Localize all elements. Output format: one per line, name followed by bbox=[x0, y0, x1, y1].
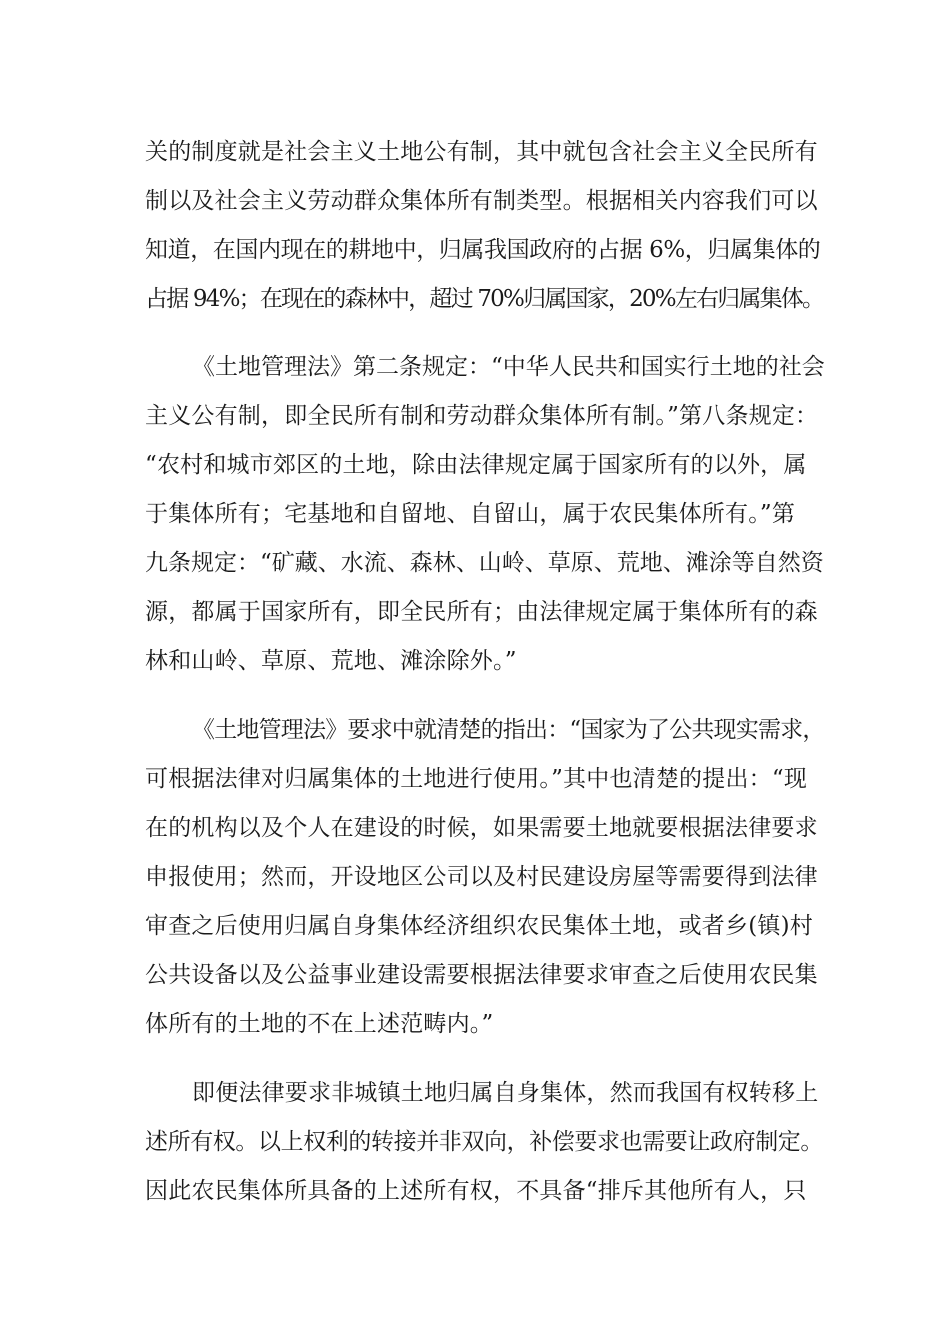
text-line: 林和山岭、草原、荒地、滩涂除外。” bbox=[145, 648, 517, 674]
text-line: 在的机构以及个人在建设的时候，如果需要土地就要根据法律要求 bbox=[145, 815, 818, 841]
text-line: 因此农民集体所具备的上述所有权，不具备“排斥其他所有人，只 bbox=[145, 1178, 807, 1204]
text-line: 知道，在国内现在的耕地中，归属我国政府的占据 6%，归属集体的 bbox=[145, 237, 821, 263]
text-line: 源，都属于国家所有，即全民所有；由法律规定属于集体所有的森 bbox=[145, 599, 818, 625]
text-line: 即便法律要求非城镇土地归属自身集体，然而我国有权转移上 bbox=[192, 1080, 819, 1106]
text-line: 九条规定：“矿藏、水流、森林、山岭、草原、荒地、滩涂等自然资 bbox=[145, 550, 824, 576]
text-line: 可根据法律对归属集体的土地进行使用。”其中也清楚的提出：“现 bbox=[145, 766, 808, 792]
text-line: 主义公有制，即全民所有制和劳动群众集体所有制。”第八条规定： bbox=[145, 403, 819, 429]
text-line: 体所有的土地的不在上述范畴内。” bbox=[145, 1011, 494, 1037]
text-line: 占据 94%；在现在的森林中，超过 70%归属国家，20%左右归属集体。 bbox=[145, 286, 824, 312]
text-line: 公共设备以及公益事业建设需要根据法律要求审查之后使用农民集 bbox=[145, 962, 818, 988]
text-line: 申报使用；然而，开设地区公司以及村民建设房屋等需要得到法律 bbox=[145, 864, 818, 890]
text-line: 述所有权。以上权利的转接并非双向，补偿要求也需要让政府制定。 bbox=[145, 1129, 824, 1155]
text-line: 《土地管理法》第二条规定：“中华人民共和国实行土地的社会 bbox=[192, 354, 825, 380]
text-line: 《土地管理法》要求中就清楚的指出：“国家为了公共现实需求， bbox=[192, 717, 825, 743]
text-line: “农村和城市郊区的土地，除由法律规定属于国家所有的以外，属 bbox=[145, 452, 807, 478]
text-line: 于集体所有；宅基地和自留地、自留山，属于农民集体所有。”第 bbox=[145, 501, 796, 527]
text-line: 关的制度就是社会主义土地公有制，其中就包含社会主义全民所有 bbox=[145, 139, 818, 165]
text-line: 制以及社会主义劳动群众集体所有制类型。根据相关内容我们可以 bbox=[145, 188, 818, 214]
text-line: 审查之后使用归属自身集体经济组织农民集体土地，或者乡(镇)村 bbox=[145, 913, 813, 939]
